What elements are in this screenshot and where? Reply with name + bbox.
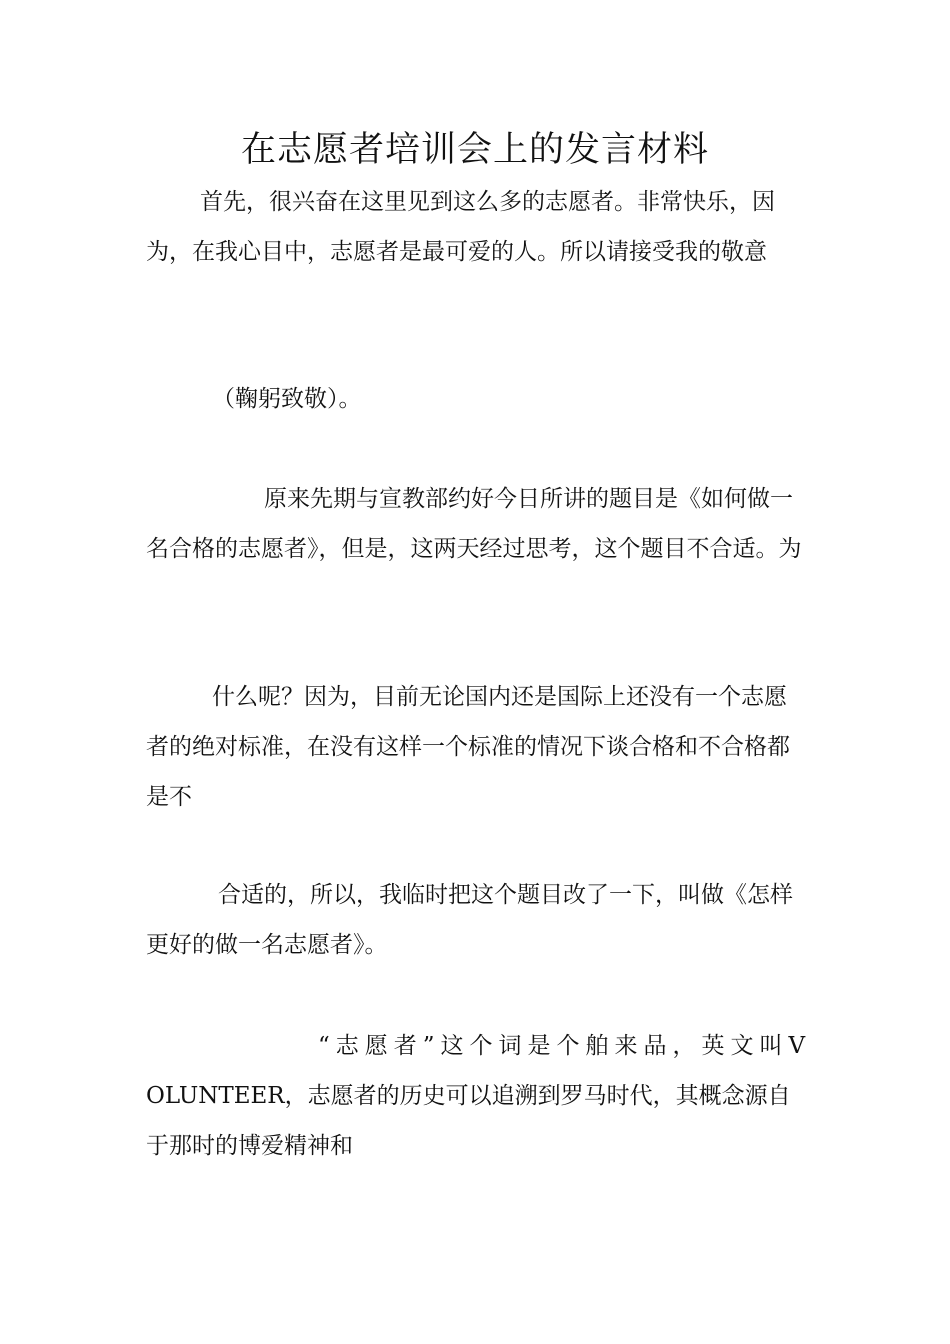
paragraph-1: 首先，很兴奋在这里见到这么多的志愿者。非常快乐，因为，在我心目中，志愿者是最可爱的人。所以请接受我的敬意 [146, 189, 775, 265]
paragraph-6-text: VOLUNTEER，志愿者的历史可以追溯到罗马时代，其概念源自于那时的博爱精神和 [146, 1033, 806, 1159]
document-title: 在志愿者培训会上的发言材料 [240, 130, 709, 170]
paragraph-3: 原来先期与宣教部约好今日所讲的题目是《如何做一名合格的志愿者》，但是，这两天经过思考，这个题目不合适。为 [146, 486, 802, 562]
paragraph-4: 什么呢？因为，目前无论国内还是国际上还没有一个志愿者的绝对标准，在没有这样一个标准的情况下谈合格和不合格都是不 [146, 684, 790, 810]
paragraph-6-spaced-text: “志愿者”这个词是个舶来品，英文叫 [318, 1033, 789, 1059]
paragraph-2: （鞠躬致敬）。 [212, 386, 362, 412]
paragraph-5: 合适的，所以，我临时把这个题目改了一下，叫做《怎样更好的做一名志愿者》。 [146, 882, 793, 958]
paragraph-6 [146, 1021, 806, 1171]
